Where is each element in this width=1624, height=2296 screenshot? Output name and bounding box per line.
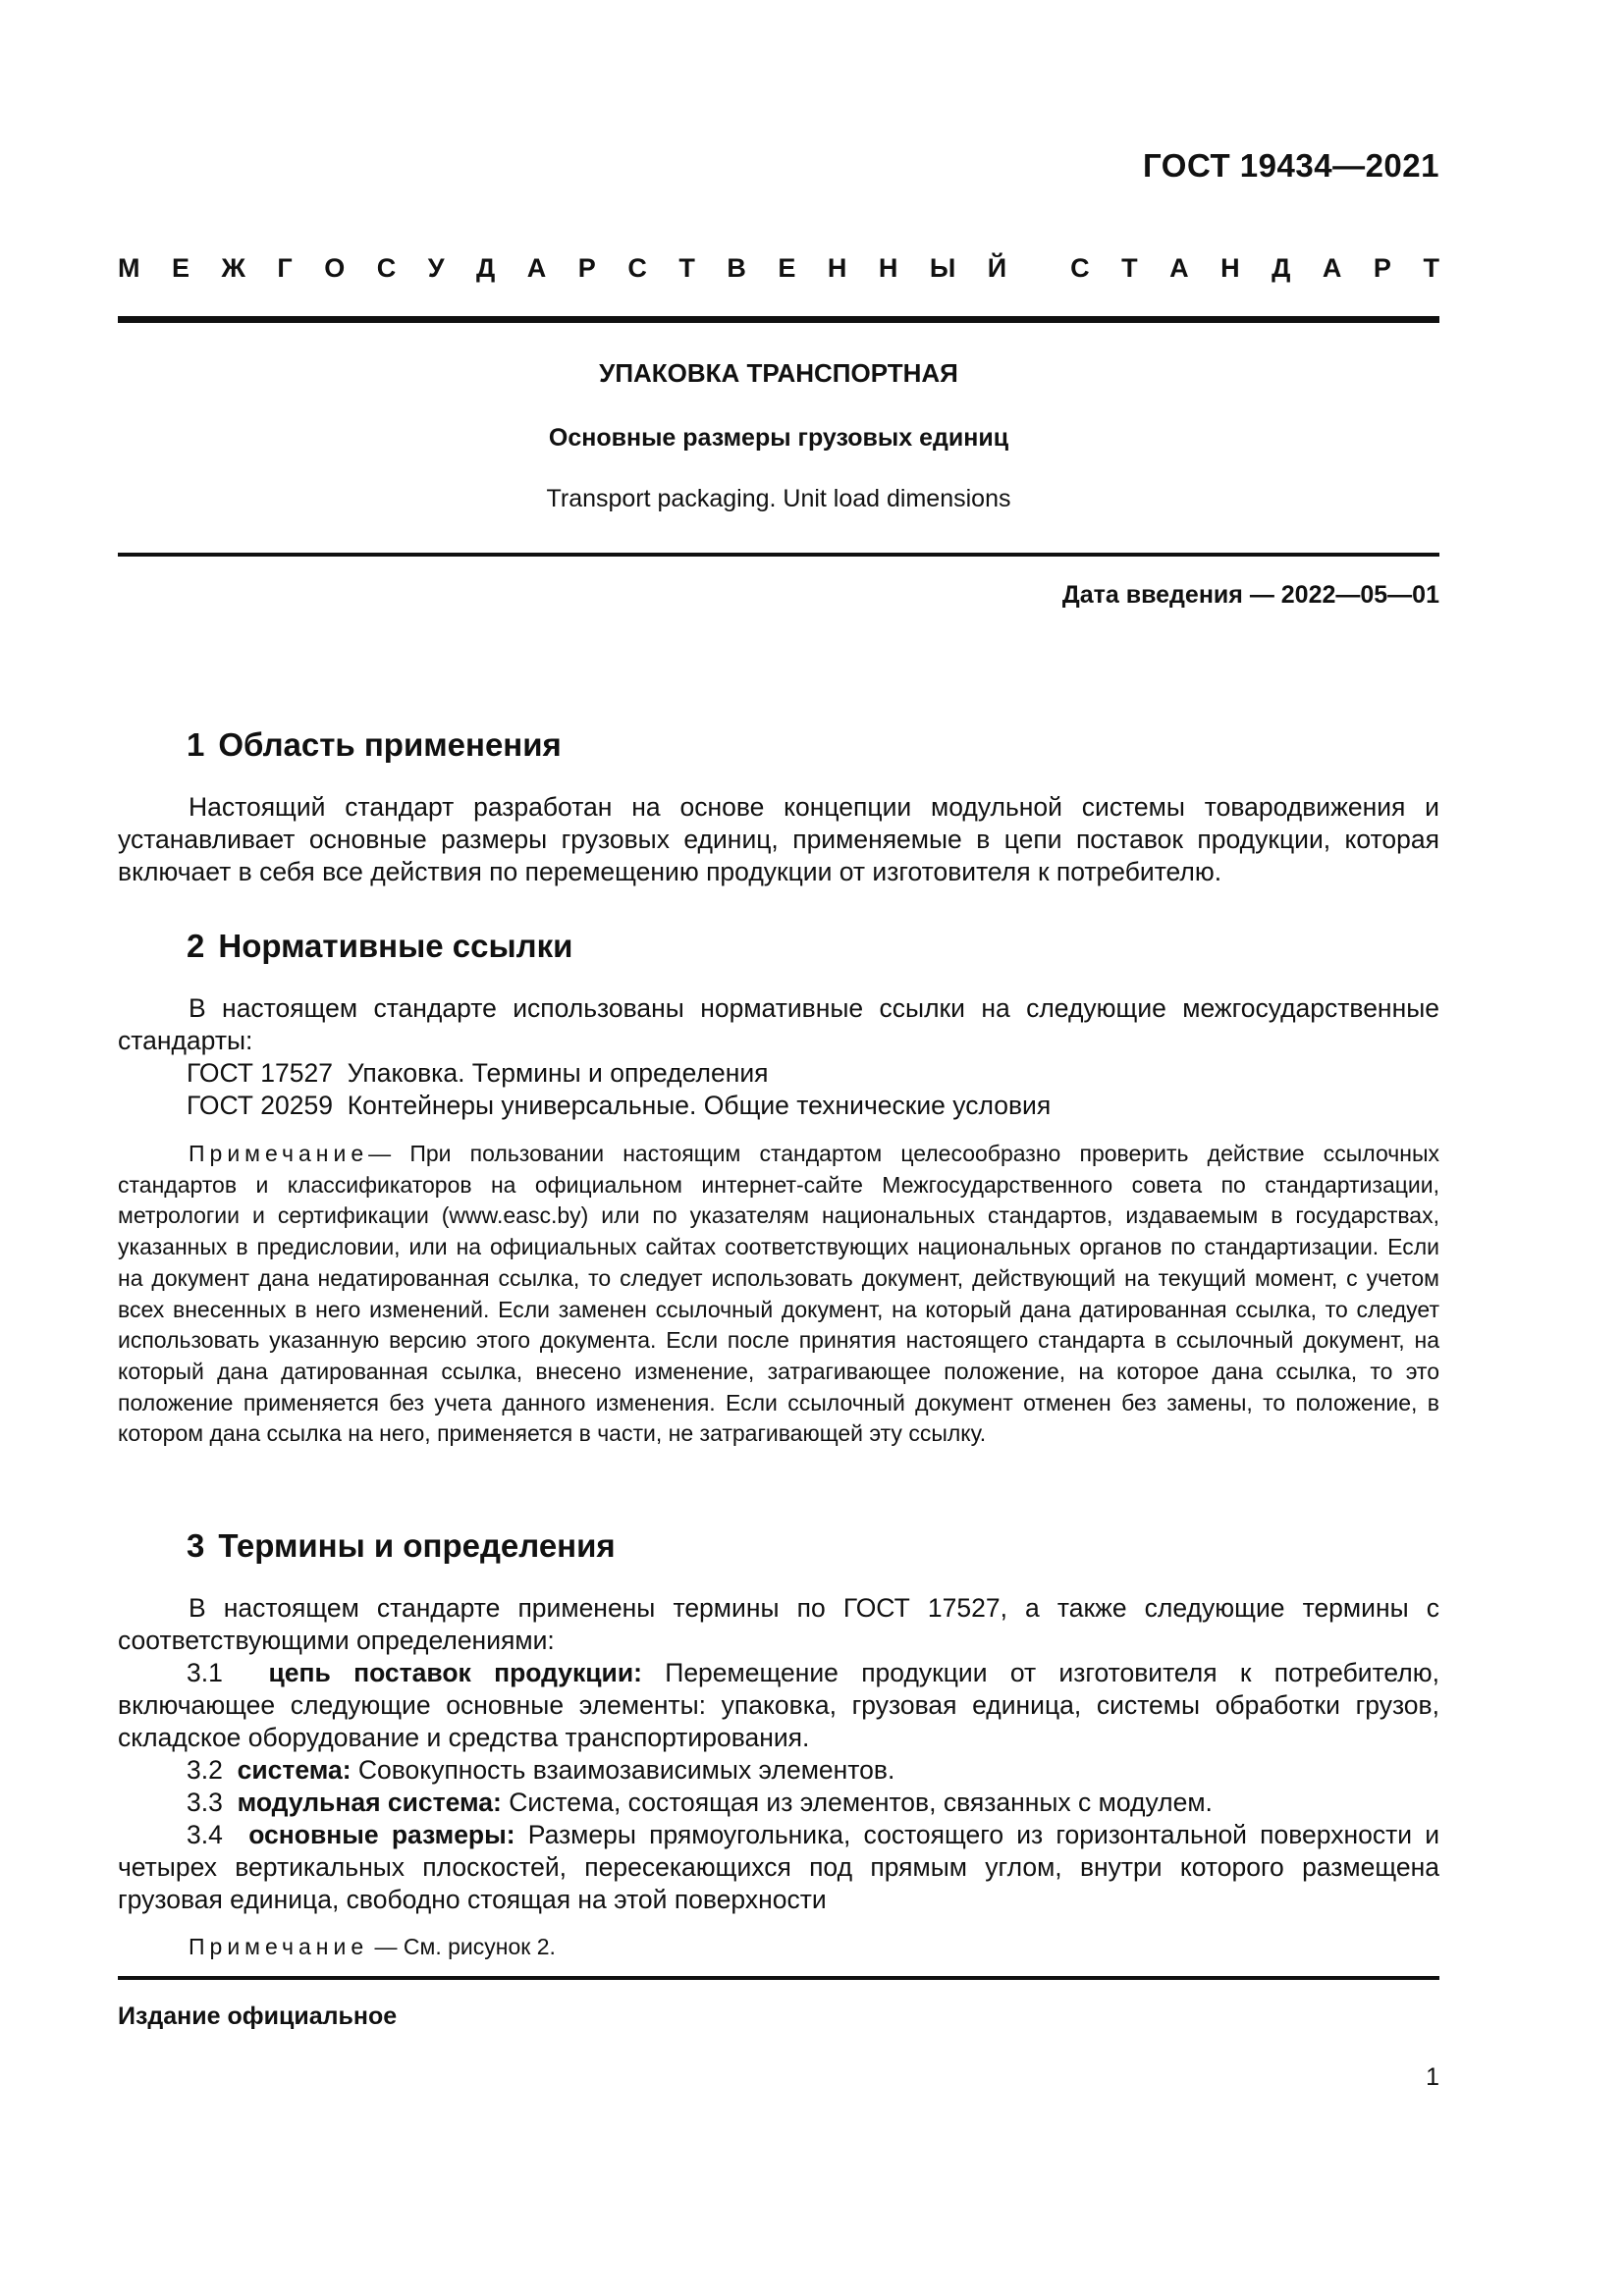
term: основные размеры: <box>248 1820 515 1849</box>
section-2-heading <box>187 928 572 965</box>
term-definition <box>118 1754 1439 1787</box>
section-3-intro: В настоящем стандарте применены термины по ГОСТ 17527, а также следующие термины с соответствующими определениями: <box>118 1593 1439 1655</box>
note-text: — При пользовании настоящим стандартом целесообразно проверить действие ссылочных стандартов и классификаторов на официальном интернет-сайте Межгосударственного совета по стандартизации, метрологии и сертификации (www.easc.by) или по указателям национальных стандартов, издаваемым в государствах, указанных в предисловии, или на официальных сайтах соответствующих национальных органов по стандартизации. Если на документ дана недатированная ссылка, то следует использовать документ, действующий на текущий момент, с учетом всех внесенных в него изменений. Если заменен ссылочный документ, на который дана датированная ссылка, то следует использовать указанную версию этого документа. Если после принятия настоящего стандарта в ссылочный документ, на который дана датированная ссылка, внесено изменение, затрагивающее положение, на которое дана ссылка, то это положение применяется без учета данного изменения. Если ссылочный документ отменен без замены, то положение, в котором дана ссылка на него, применяется в части, не затрагивающей эту ссылку. <box>118 1141 1439 1447</box>
definition: Совокупность взаимозависимых элементов. <box>357 1755 895 1785</box>
letter: Р <box>1373 253 1391 283</box>
reference-item <box>187 1090 1051 1122</box>
letter: А <box>1169 253 1189 283</box>
letter: Т <box>678 253 695 283</box>
letter: С <box>627 253 647 283</box>
letter: Ж <box>221 253 245 283</box>
section-3-note <box>118 1932 1439 1963</box>
term: система: <box>237 1755 352 1785</box>
term-definition <box>118 1657 1439 1754</box>
letter: Й <box>987 253 1007 283</box>
standard-type-heading <box>118 253 1439 293</box>
section-title: Термины и определения <box>218 1527 616 1564</box>
edition-label: Издание официальное <box>118 2002 398 2030</box>
letter: Е <box>778 253 796 283</box>
section-2-note <box>118 1139 1439 1450</box>
header-rule <box>118 316 1439 323</box>
letter: Д <box>1272 253 1291 283</box>
note-label: Примечание <box>189 1141 369 1166</box>
term: цепь поставок продукции: <box>268 1658 642 1687</box>
standard-number: ГОСТ 19434—2021 <box>1143 147 1439 184</box>
definition: Размеры прямоугольника, состоящего из горизонтальной поверхности и четырех вертикальных плоскостей, пересекающихся под прямым углом, внутри которого размещена грузовая единица, свободно стоящая на этой поверхности <box>118 1820 1440 1914</box>
section-number: 2 <box>187 928 205 964</box>
letter: Е <box>172 253 190 283</box>
reference-item <box>187 1057 769 1090</box>
term-number: 3.4 <box>187 1820 223 1849</box>
reference-code: ГОСТ 20259 <box>187 1091 333 1120</box>
letter: А <box>526 253 547 283</box>
letter: Р <box>577 253 596 283</box>
letter: В <box>727 253 746 283</box>
document-title-english: Transport packaging. Unit load dimensions <box>546 485 1011 512</box>
note-label: Примечание <box>189 1934 369 1959</box>
letter: С <box>1070 253 1090 283</box>
title-rule <box>118 553 1439 557</box>
term-definition <box>118 1787 1439 1819</box>
reference-code: ГОСТ 17527 <box>187 1058 333 1088</box>
section-1-heading <box>187 726 562 764</box>
letter: Н <box>827 253 847 283</box>
document-title: УПАКОВКА ТРАНСПОРТНАЯ <box>599 358 958 388</box>
reference-title: Упаковка. Термины и определения <box>347 1058 769 1088</box>
term-definition <box>118 1819 1439 1916</box>
document-subtitle: Основные размеры грузовых единиц <box>548 424 1009 452</box>
letter: Г <box>277 253 293 283</box>
letter: Т <box>1121 253 1138 283</box>
section-number: 1 <box>187 726 205 763</box>
term-number: 3.2 <box>187 1755 223 1785</box>
note-text: — См. рисунок 2. <box>374 1934 556 1959</box>
effective-date: Дата введения — 2022—05—01 <box>1061 581 1439 609</box>
reference-title: Контейнеры универсальные. Общие технические условия <box>347 1091 1052 1120</box>
letter: О <box>324 253 346 283</box>
letter: Н <box>1220 253 1240 283</box>
letter: Ы <box>929 253 956 283</box>
section-title: Нормативные ссылки <box>218 928 573 964</box>
term-number: 3.3 <box>187 1788 223 1817</box>
section-1-paragraph: Настоящий стандарт разработан на основе концепции модульной системы товародвижения и устанавливает основные размеры грузовых единиц, применяемые в цепи поставок продукции, которая включает в себя все действия по перемещению продукции от изготовителя к потребителю. <box>118 792 1439 886</box>
letter: М <box>118 253 140 283</box>
letter: А <box>1322 253 1342 283</box>
footer-rule <box>118 1976 1439 1980</box>
term-number: 3.1 <box>187 1658 223 1687</box>
letter: С <box>376 253 397 283</box>
letter: У <box>427 253 445 283</box>
letter: Д <box>476 253 496 283</box>
section-number: 3 <box>187 1527 205 1564</box>
definition: Перемещение продукции от изготовителя к потребителю, включающее следующие основные элементы: упаковка, грузовая единица, системы обработки грузов, складское оборудование и средства транспортирования. <box>118 1658 1439 1752</box>
term: модульная система: <box>237 1788 502 1817</box>
page-number: 1 <box>1426 2063 1439 2091</box>
letter: Т <box>1423 253 1439 283</box>
section-title: Область применения <box>218 726 562 763</box>
letter: Н <box>878 253 898 283</box>
definition: Система, состоящая из элементов, связанных с модулем. <box>509 1788 1213 1817</box>
section-3-heading <box>187 1527 616 1565</box>
section-2-intro: В настоящем стандарте использованы нормативные ссылки на следующие межгосударственные стандарты: <box>118 993 1439 1055</box>
